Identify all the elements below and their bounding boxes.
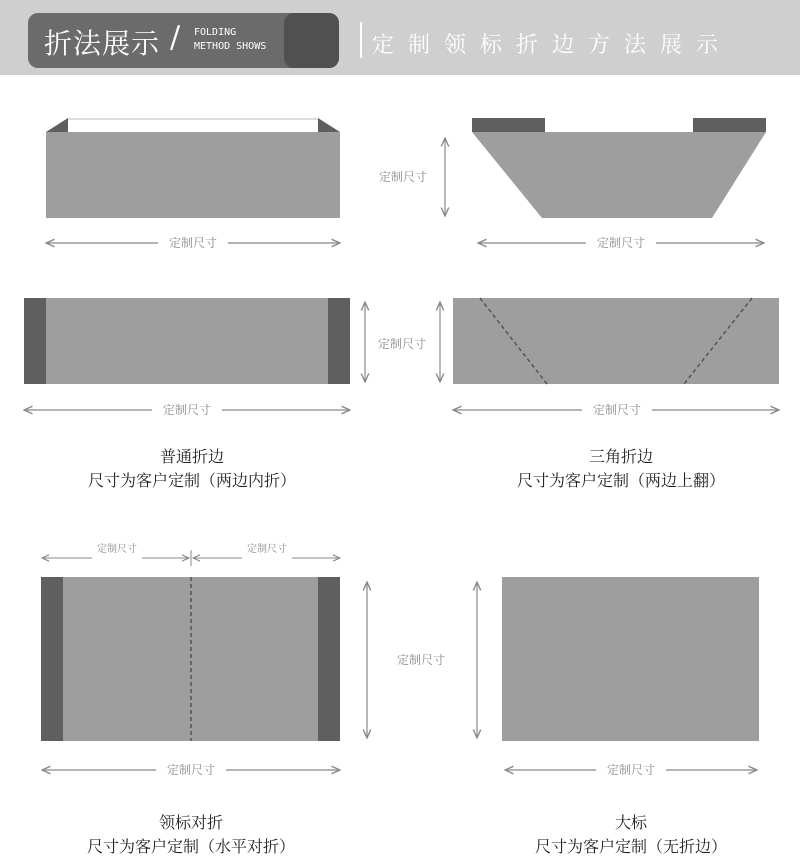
triangle-fold-unfolded <box>453 298 779 384</box>
title-slash: / <box>170 20 181 55</box>
triangle-fold-left-flap <box>472 118 545 132</box>
center-fold-half-label-right: 定制尺寸 <box>247 544 287 555</box>
plain-fold-right-flap <box>318 118 340 132</box>
center-fold-half-label-left: 定制尺寸 <box>97 544 137 555</box>
plain-fold-left-flap <box>46 118 68 132</box>
triangle-fold-right-flap <box>693 118 766 132</box>
caption-plain-fold-name: 普通折边 <box>159 447 224 466</box>
subtitle-line-2: METHOD SHOWS <box>194 41 267 52</box>
triangle-fold-top-label <box>472 132 766 218</box>
subtitle-line-1: FOLDING <box>194 27 237 38</box>
triangle-top-width-label: 定制尺寸 <box>596 236 646 250</box>
page-title: 折法展示 <box>44 27 161 60</box>
large-label <box>502 577 759 741</box>
plain-unfolded-width-label: 定制尺寸 <box>162 403 212 417</box>
caption-triangle-fold-desc: 尺寸为客户定制（两边上翻） <box>516 471 725 490</box>
plain-top-width-label: 定制尺寸 <box>168 236 218 250</box>
unfolded-height-label: 定制尺寸 <box>377 337 427 351</box>
plain-fold-top-label <box>46 132 340 218</box>
center-fold-right-band <box>318 577 340 741</box>
caption-center-fold-desc: 尺寸为客户定制（水平对折） <box>86 837 295 856</box>
top-height-label: 定制尺寸 <box>378 170 428 184</box>
center-fold-left-band <box>41 577 63 741</box>
caption-large-label-desc: 尺寸为客户定制（无折边） <box>534 837 727 856</box>
header-right-title: 定制领标折边方法展示 <box>372 33 733 58</box>
triangle-unfolded-width-label: 定制尺寸 <box>592 403 642 417</box>
plain-fold-unfolded-left-band <box>24 298 46 384</box>
caption-plain-fold-desc: 尺寸为客户定制（两边内折） <box>87 471 296 490</box>
caption-triangle-fold-name: 三角折边 <box>588 447 653 466</box>
caption-center-fold-name: 领标对折 <box>158 813 223 832</box>
middle-height-label: 定制尺寸 <box>396 653 446 667</box>
plain-fold-unfolded-right-band <box>328 298 350 384</box>
center-fold-width-label: 定制尺寸 <box>166 763 216 777</box>
large-label-width-label: 定制尺寸 <box>606 763 656 777</box>
plain-fold-unfolded <box>24 298 350 384</box>
caption-large-label-name: 大标 <box>614 813 647 832</box>
